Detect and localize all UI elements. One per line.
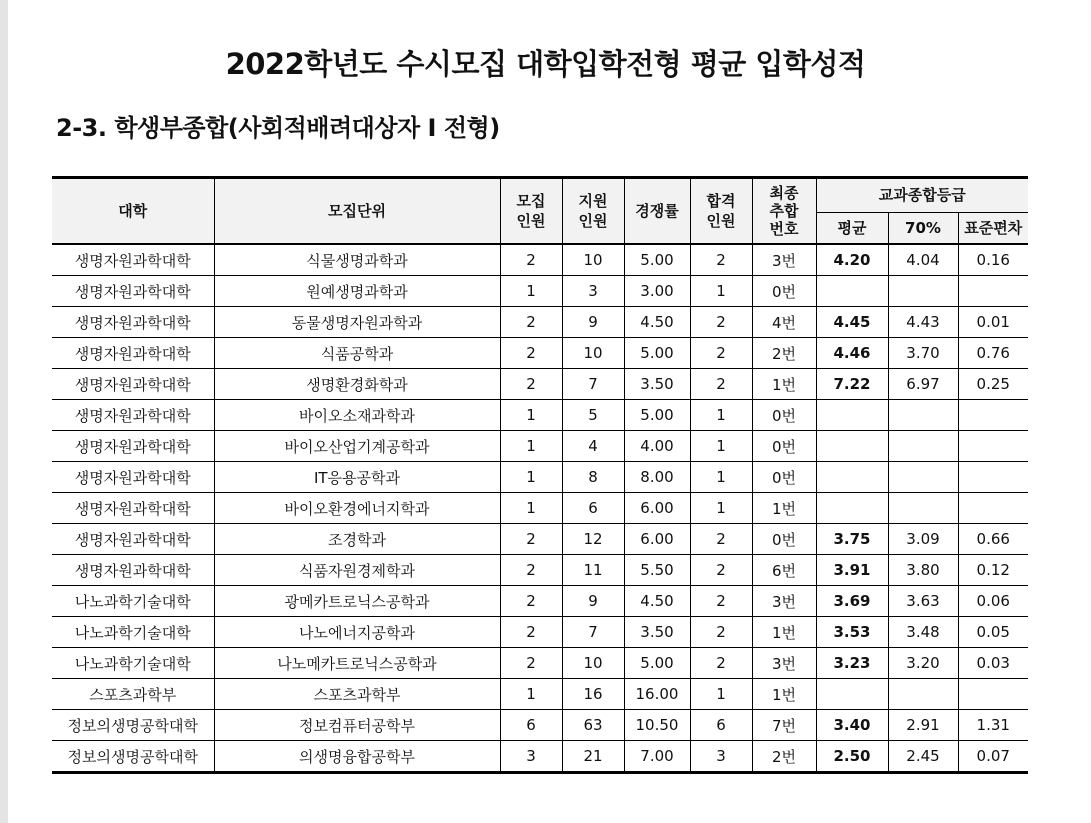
cell-dept: 동물생명자원과학과 <box>214 307 500 338</box>
cell-apply: 3 <box>562 276 624 307</box>
cell-70 <box>888 400 958 431</box>
cell-sd <box>958 679 1028 710</box>
cell-final: 0번 <box>752 400 816 431</box>
cell-pass: 1 <box>690 400 752 431</box>
cell-pass: 6 <box>690 710 752 741</box>
cell-dept: 조경학과 <box>214 524 500 555</box>
cell-dept: 바이오산업기계공학과 <box>214 431 500 462</box>
cell-sd <box>958 462 1028 493</box>
cell-univ: 생명자원과학대학 <box>52 462 214 493</box>
cell-avg: 3.69 <box>816 586 888 617</box>
admission-results-table <box>52 176 1028 774</box>
header-pass: 합격 인원 <box>690 178 752 245</box>
cell-apply: 8 <box>562 462 624 493</box>
cell-pass: 2 <box>690 244 752 276</box>
cell-apply: 21 <box>562 741 624 773</box>
cell-pass: 2 <box>690 307 752 338</box>
cell-dept: 생명환경화학과 <box>214 369 500 400</box>
cell-apply: 11 <box>562 555 624 586</box>
cell-sd <box>958 276 1028 307</box>
cell-avg: 3.40 <box>816 710 888 741</box>
cell-sd: 0.05 <box>958 617 1028 648</box>
table-row <box>52 369 1028 400</box>
table-header <box>52 178 1028 245</box>
cell-apply: 5 <box>562 400 624 431</box>
table-row <box>52 741 1028 773</box>
cell-apply: 9 <box>562 307 624 338</box>
cell-univ: 생명자원과학대학 <box>52 493 214 524</box>
cell-apply: 16 <box>562 679 624 710</box>
cell-avg <box>816 462 888 493</box>
cell-recruit: 2 <box>500 369 562 400</box>
cell-ratio: 3.50 <box>624 369 690 400</box>
cell-univ: 생명자원과학대학 <box>52 400 214 431</box>
cell-pass: 1 <box>690 276 752 307</box>
cell-avg: 2.50 <box>816 741 888 773</box>
cell-70: 4.43 <box>888 307 958 338</box>
cell-recruit: 2 <box>500 244 562 276</box>
cell-pass: 1 <box>690 679 752 710</box>
cell-apply: 7 <box>562 617 624 648</box>
table-body <box>52 244 1028 773</box>
cell-70 <box>888 462 958 493</box>
cell-70: 3.09 <box>888 524 958 555</box>
cell-dept: 스포츠과학부 <box>214 679 500 710</box>
cell-70: 3.63 <box>888 586 958 617</box>
cell-recruit: 1 <box>500 276 562 307</box>
table-row <box>52 617 1028 648</box>
cell-sd: 0.12 <box>958 555 1028 586</box>
header-sd: 표준편차 <box>958 213 1028 245</box>
table-row <box>52 586 1028 617</box>
cell-final: 2번 <box>752 741 816 773</box>
cell-dept: 식물생명과학과 <box>214 244 500 276</box>
cell-recruit: 2 <box>500 555 562 586</box>
cell-final: 1번 <box>752 493 816 524</box>
table-row <box>52 679 1028 710</box>
cell-apply: 9 <box>562 586 624 617</box>
cell-avg: 3.53 <box>816 617 888 648</box>
cell-70: 2.91 <box>888 710 958 741</box>
table-row <box>52 276 1028 307</box>
cell-dept: 바이오소재과학과 <box>214 400 500 431</box>
cell-ratio: 10.50 <box>624 710 690 741</box>
header-univ: 대학 <box>52 178 214 245</box>
cell-avg <box>816 679 888 710</box>
cell-apply: 10 <box>562 338 624 369</box>
cell-dept: 나노에너지공학과 <box>214 617 500 648</box>
cell-dept: 광메카트로닉스공학과 <box>214 586 500 617</box>
table-row <box>52 524 1028 555</box>
cell-pass: 3 <box>690 741 752 773</box>
cell-recruit: 6 <box>500 710 562 741</box>
cell-univ: 나노과학기술대학 <box>52 617 214 648</box>
cell-recruit: 1 <box>500 431 562 462</box>
table-row <box>52 338 1028 369</box>
cell-sd: 0.25 <box>958 369 1028 400</box>
cell-avg: 4.45 <box>816 307 888 338</box>
cell-ratio: 4.00 <box>624 431 690 462</box>
header-recruit: 모집 인원 <box>500 178 562 245</box>
cell-recruit: 2 <box>500 524 562 555</box>
cell-sd <box>958 431 1028 462</box>
cell-final: 0번 <box>752 276 816 307</box>
cell-univ: 생명자원과학대학 <box>52 338 214 369</box>
cell-final: 0번 <box>752 524 816 555</box>
header-70: 70% <box>888 213 958 245</box>
cell-final: 2번 <box>752 338 816 369</box>
table-row <box>52 648 1028 679</box>
cell-pass: 2 <box>690 586 752 617</box>
cell-70: 3.48 <box>888 617 958 648</box>
cell-univ: 생명자원과학대학 <box>52 369 214 400</box>
cell-pass: 2 <box>690 369 752 400</box>
cell-avg: 3.91 <box>816 555 888 586</box>
cell-sd: 0.06 <box>958 586 1028 617</box>
cell-sd: 1.31 <box>958 710 1028 741</box>
cell-pass: 2 <box>690 617 752 648</box>
section-subtitle: 2-3. 학생부종합(사회적배려대상자 I 전형) <box>56 114 500 142</box>
cell-apply: 6 <box>562 493 624 524</box>
cell-70 <box>888 493 958 524</box>
cell-avg: 3.75 <box>816 524 888 555</box>
cell-pass: 1 <box>690 493 752 524</box>
cell-dept: 나노메카트로닉스공학과 <box>214 648 500 679</box>
cell-ratio: 4.50 <box>624 586 690 617</box>
page-edge <box>0 0 8 823</box>
cell-sd: 0.76 <box>958 338 1028 369</box>
page-title: 2022학년도 수시모집 대학입학전형 평균 입학성적 <box>225 47 866 81</box>
cell-sd: 0.01 <box>958 307 1028 338</box>
cell-dept: 바이오환경에너지학과 <box>214 493 500 524</box>
cell-univ: 생명자원과학대학 <box>52 244 214 276</box>
cell-avg: 7.22 <box>816 369 888 400</box>
cell-sd: 0.66 <box>958 524 1028 555</box>
header-avg: 평균 <box>816 213 888 245</box>
header-apply: 지원 인원 <box>562 178 624 245</box>
cell-final: 3번 <box>752 586 816 617</box>
table-row <box>52 555 1028 586</box>
cell-apply: 10 <box>562 244 624 276</box>
table-row <box>52 400 1028 431</box>
cell-recruit: 2 <box>500 586 562 617</box>
cell-pass: 2 <box>690 338 752 369</box>
cell-recruit: 2 <box>500 338 562 369</box>
cell-pass: 2 <box>690 648 752 679</box>
cell-avg <box>816 400 888 431</box>
cell-pass: 2 <box>690 524 752 555</box>
cell-ratio: 7.00 <box>624 741 690 773</box>
cell-recruit: 3 <box>500 741 562 773</box>
cell-recruit: 2 <box>500 307 562 338</box>
cell-univ: 정보의생명공학대학 <box>52 741 214 773</box>
cell-univ: 정보의생명공학대학 <box>52 710 214 741</box>
cell-univ: 생명자원과학대학 <box>52 555 214 586</box>
cell-70: 3.20 <box>888 648 958 679</box>
cell-apply: 4 <box>562 431 624 462</box>
cell-final: 4번 <box>752 307 816 338</box>
cell-dept: 원예생명과학과 <box>214 276 500 307</box>
cell-ratio: 8.00 <box>624 462 690 493</box>
cell-dept: 정보컴퓨터공학부 <box>214 710 500 741</box>
table-row <box>52 462 1028 493</box>
cell-sd: 0.03 <box>958 648 1028 679</box>
cell-ratio: 5.00 <box>624 338 690 369</box>
cell-final: 1번 <box>752 679 816 710</box>
cell-ratio: 3.00 <box>624 276 690 307</box>
cell-sd: 0.07 <box>958 741 1028 773</box>
table-row <box>52 493 1028 524</box>
cell-final: 1번 <box>752 369 816 400</box>
cell-dept: 식품자원경제학과 <box>214 555 500 586</box>
cell-ratio: 6.00 <box>624 493 690 524</box>
cell-sd <box>958 493 1028 524</box>
cell-70: 3.70 <box>888 338 958 369</box>
cell-ratio: 5.50 <box>624 555 690 586</box>
cell-ratio: 6.00 <box>624 524 690 555</box>
cell-pass: 2 <box>690 555 752 586</box>
cell-final: 0번 <box>752 462 816 493</box>
cell-avg: 4.20 <box>816 244 888 276</box>
table-row <box>52 307 1028 338</box>
cell-recruit: 1 <box>500 493 562 524</box>
cell-avg <box>816 431 888 462</box>
cell-recruit: 2 <box>500 617 562 648</box>
cell-ratio: 5.00 <box>624 648 690 679</box>
cell-univ: 나노과학기술대학 <box>52 586 214 617</box>
cell-recruit: 2 <box>500 648 562 679</box>
cell-apply: 7 <box>562 369 624 400</box>
cell-sd: 0.16 <box>958 244 1028 276</box>
cell-avg: 4.46 <box>816 338 888 369</box>
cell-univ: 생명자원과학대학 <box>52 431 214 462</box>
cell-70: 2.45 <box>888 741 958 773</box>
cell-recruit: 1 <box>500 400 562 431</box>
cell-70 <box>888 679 958 710</box>
cell-avg <box>816 493 888 524</box>
cell-univ: 생명자원과학대학 <box>52 276 214 307</box>
cell-sd <box>958 400 1028 431</box>
header-grade-group: 교과종합등급 <box>816 178 1028 213</box>
cell-univ: 스포츠과학부 <box>52 679 214 710</box>
cell-ratio: 5.00 <box>624 400 690 431</box>
cell-ratio: 16.00 <box>624 679 690 710</box>
cell-final: 7번 <box>752 710 816 741</box>
table-row <box>52 710 1028 741</box>
cell-univ: 생명자원과학대학 <box>52 524 214 555</box>
cell-avg: 3.23 <box>816 648 888 679</box>
cell-univ: 나노과학기술대학 <box>52 648 214 679</box>
header-final: 최종 추합 번호 <box>752 178 816 245</box>
cell-univ: 생명자원과학대학 <box>52 307 214 338</box>
cell-70 <box>888 431 958 462</box>
cell-dept: 의생명융합공학부 <box>214 741 500 773</box>
cell-final: 3번 <box>752 648 816 679</box>
cell-ratio: 5.00 <box>624 244 690 276</box>
cell-pass: 1 <box>690 462 752 493</box>
cell-ratio: 4.50 <box>624 307 690 338</box>
cell-recruit: 1 <box>500 679 562 710</box>
cell-avg <box>816 276 888 307</box>
cell-recruit: 1 <box>500 462 562 493</box>
cell-70: 3.80 <box>888 555 958 586</box>
header-dept: 모집단위 <box>214 178 500 245</box>
cell-dept: IT응용공학과 <box>214 462 500 493</box>
table-row <box>52 244 1028 276</box>
cell-70 <box>888 276 958 307</box>
cell-dept: 식품공학과 <box>214 338 500 369</box>
header-ratio: 경쟁률 <box>624 178 690 245</box>
cell-ratio: 3.50 <box>624 617 690 648</box>
cell-pass: 1 <box>690 431 752 462</box>
cell-apply: 63 <box>562 710 624 741</box>
table-row <box>52 431 1028 462</box>
cell-70: 4.04 <box>888 244 958 276</box>
cell-final: 0번 <box>752 431 816 462</box>
cell-final: 6번 <box>752 555 816 586</box>
cell-apply: 10 <box>562 648 624 679</box>
cell-apply: 12 <box>562 524 624 555</box>
cell-70: 6.97 <box>888 369 958 400</box>
cell-final: 3번 <box>752 244 816 276</box>
cell-final: 1번 <box>752 617 816 648</box>
